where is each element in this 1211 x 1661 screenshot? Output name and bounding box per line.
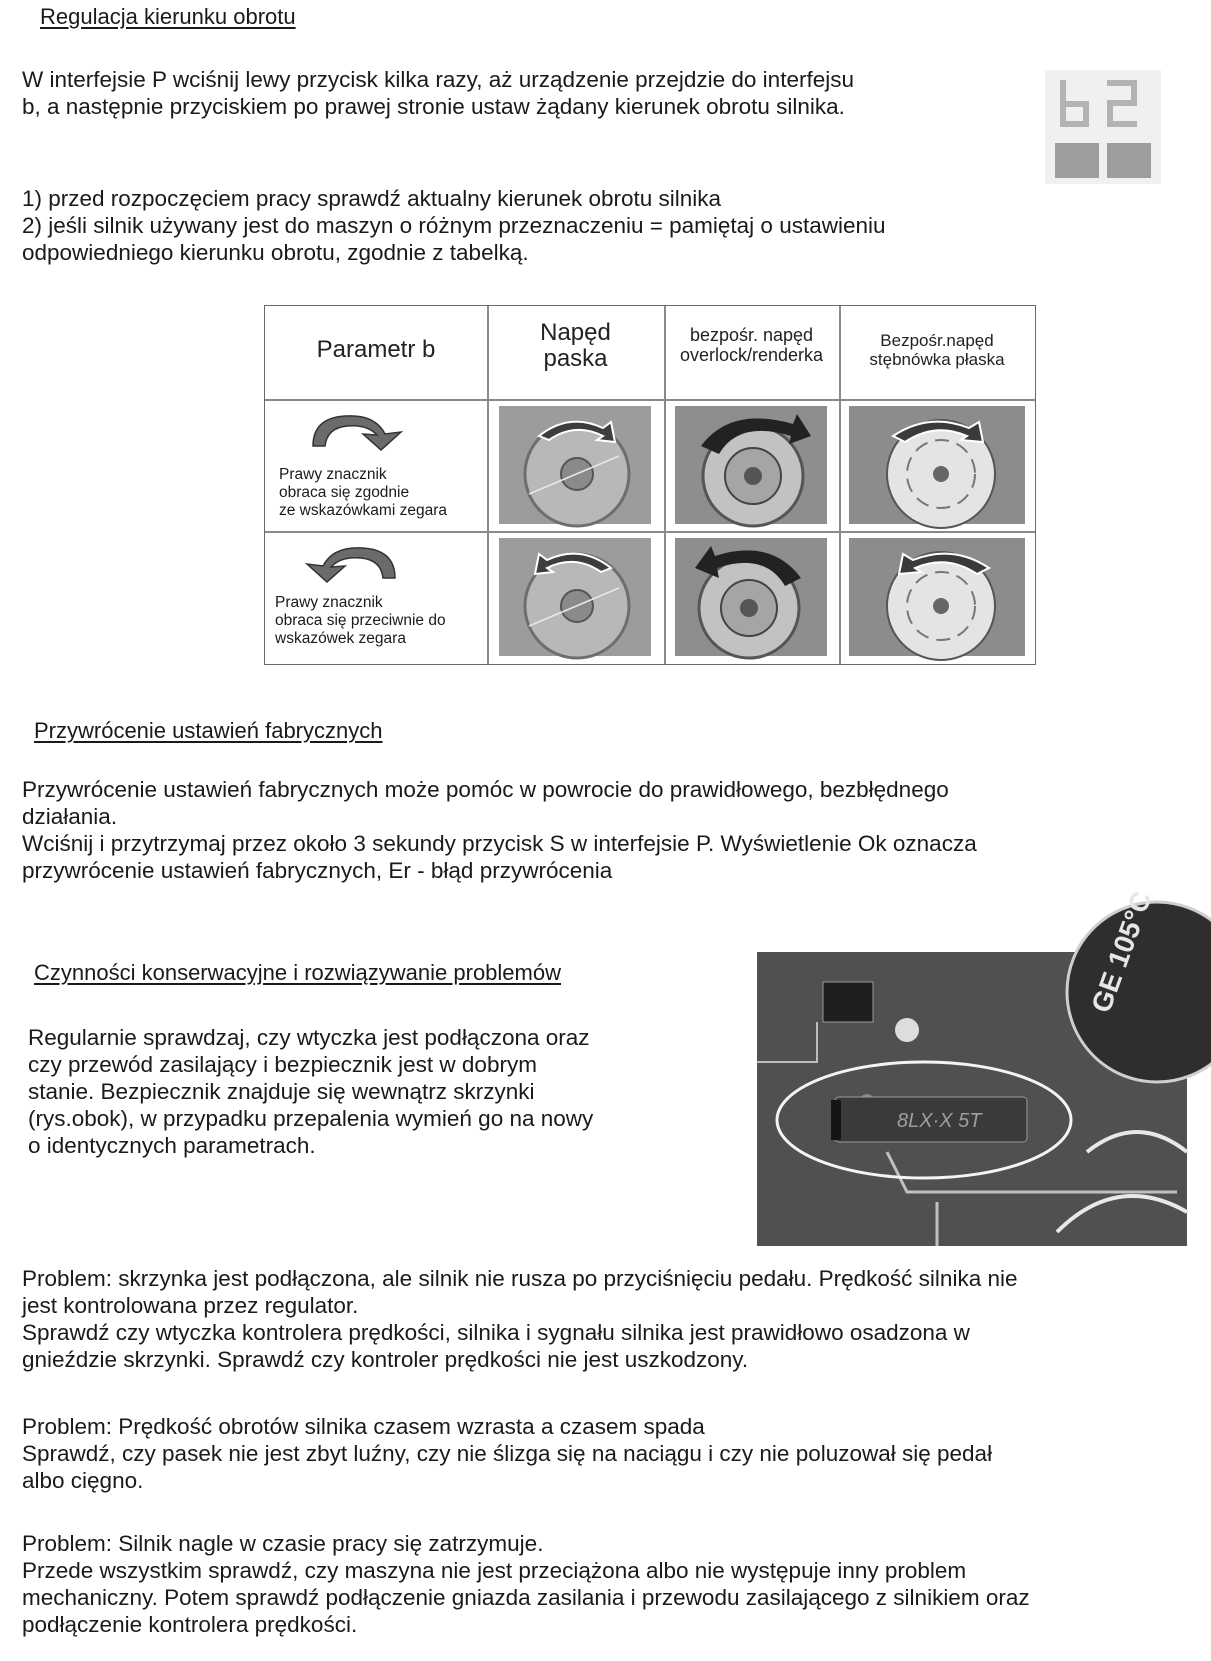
problem-1 bbox=[22, 1265, 1017, 1373]
row1-label: Prawy znacznik obraca się zgodnie ze wskazówkami zegara bbox=[279, 466, 447, 519]
text-line: podłączenie kontrolera prędkości. bbox=[22, 1612, 358, 1637]
header-flat: Bezpośr.napęd stębnówka płaska bbox=[869, 331, 1005, 369]
rotation-notes bbox=[22, 185, 886, 266]
flat-clockwise-image bbox=[849, 406, 1025, 524]
capacitor-label: GE 105°C bbox=[1085, 887, 1158, 1017]
overlock-clockwise-image bbox=[675, 406, 827, 524]
section-heading-rotation: Regulacja kierunku obrotu bbox=[40, 4, 296, 29]
rotation-table bbox=[264, 305, 1036, 665]
header-belt: Napęd paska bbox=[540, 319, 611, 373]
text-line: działania. bbox=[22, 804, 118, 829]
text-line: stanie. Bezpiecznik znajduje się wewnątrz skrzynki bbox=[28, 1079, 535, 1104]
text-line: gnieździe skrzynki. Sprawdź czy kontroler prędkości nie jest uszkodzony. bbox=[22, 1347, 749, 1372]
text-line: 1) przed rozpoczęciem pracy sprawdź aktualny kierunek obrotu silnika bbox=[22, 186, 722, 211]
text-line: Przywrócenie ustawień fabrycznych może pomóc w powrocie do prawidłowego, bezbłędnego bbox=[22, 777, 949, 802]
counterclockwise-arrow-icon bbox=[299, 540, 403, 584]
text-line: W interfejsie P wciśnij lewy przycisk kilka razy, aż urządzenie przejdzie do interfejsu bbox=[22, 67, 854, 92]
text-line: mechaniczny. Potem sprawdź podłączenie gniazda zasilania i przewodu zasilającego z silnikiem oraz bbox=[22, 1585, 1030, 1610]
maintenance-text bbox=[28, 1024, 593, 1159]
text-line: jest kontrolowana przez regulator. bbox=[22, 1293, 359, 1318]
problem-2 bbox=[22, 1413, 992, 1494]
text-line: odpowiedniego kierunku obrotu, zgodnie z tabelką. bbox=[22, 240, 529, 265]
text-line: Przede wszystkim sprawdź, czy maszyna nie jest przeciążona albo nie występuje inny problem bbox=[22, 1558, 967, 1583]
right-button-icon bbox=[1107, 143, 1151, 178]
flat-counterclockwise-image bbox=[849, 538, 1025, 656]
section-heading-maintenance: Czynności konserwacyjne i rozwiązywanie problemów bbox=[34, 960, 561, 985]
text-line: czy przewód zasilający i bezpiecznik jest w dobrym bbox=[28, 1052, 537, 1077]
text-line: albo cięgno. bbox=[22, 1468, 144, 1493]
text-line: Problem: skrzynka jest podłączona, ale silnik nie rusza po przyciśnięciu pedału. Prędkość silnika nie bbox=[22, 1266, 1018, 1291]
text-line: przywrócenie ustawień fabrycznych, Er - błąd przywrócenia bbox=[22, 858, 613, 883]
left-button-icon bbox=[1055, 143, 1099, 178]
text-line: 2) jeśli silnik używany jest do maszyn o różnym przeznaczeniu = pamiętaj o ustawieniu bbox=[22, 213, 886, 238]
factory-reset-text bbox=[22, 776, 977, 884]
clockwise-arrow-icon bbox=[305, 408, 409, 452]
text-line: Wciśnij i przytrzymaj przez około 3 sekundy przycisk S w interfejsie P. Wyświetlenie Ok oznacza bbox=[22, 831, 977, 856]
section-heading-factory-reset: Przywrócenie ustawień fabrycznych bbox=[34, 718, 383, 743]
text-line: Regularnie sprawdzaj, czy wtyczka jest podłączona oraz bbox=[28, 1025, 590, 1050]
header-param: Parametr b bbox=[316, 336, 436, 363]
fuse-label: 8LX·X 5T bbox=[897, 1110, 982, 1132]
text-line: Sprawdź czy wtyczka kontrolera prędkości, silnika i sygnału silnika jest prawidłowo osadzona w bbox=[22, 1320, 970, 1345]
text-line: Sprawdź, czy pasek nie jest zbyt luźny, czy nie ślizga się na naciągu i czy nie poluzował się pedał bbox=[22, 1441, 993, 1466]
belt-drive-clockwise-image bbox=[499, 406, 651, 524]
row2-label: Prawy znacznik obraca się przeciwnie do wskazówek zegara bbox=[275, 594, 446, 647]
display-panel-image bbox=[1045, 70, 1161, 184]
circuit-board-fuse-photo bbox=[757, 887, 1187, 1246]
text-line: Problem: Silnik nagle w czasie pracy się zatrzymuje. bbox=[22, 1531, 544, 1556]
text-line: b, a następnie przyciskiem po prawej stronie ustaw żądany kierunek obrotu silnika. bbox=[22, 94, 845, 119]
text-line: (rys.obok), w przypadku przepalenia wymień go na nowy bbox=[28, 1106, 594, 1131]
header-overlock: bezpośr. napęd overlock/renderka bbox=[679, 325, 824, 365]
text-line: o identycznych parametrach. bbox=[28, 1133, 316, 1158]
rotation-intro bbox=[22, 66, 854, 120]
problem-3 bbox=[22, 1530, 1030, 1638]
text-line: Problem: Prędkość obrotów silnika czasem wzrasta a czasem spada bbox=[22, 1414, 705, 1439]
overlock-counterclockwise-image bbox=[675, 538, 827, 656]
belt-drive-counterclockwise-image bbox=[499, 538, 651, 656]
